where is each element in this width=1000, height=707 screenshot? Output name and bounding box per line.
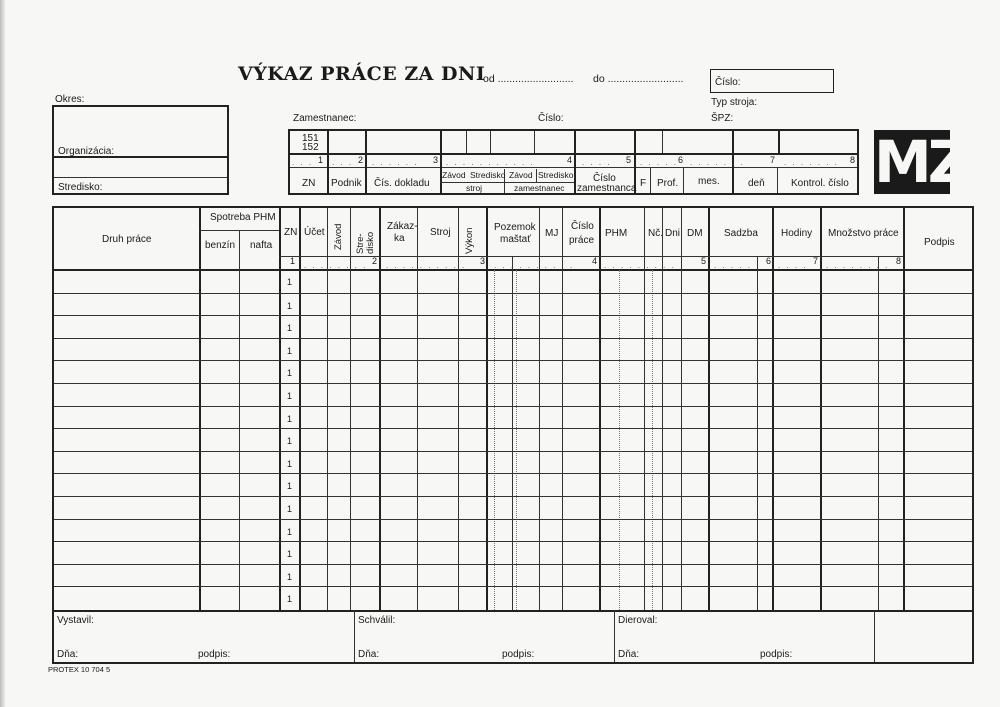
hdr-benzin: benzín <box>205 240 236 251</box>
hdr-mj: MJ <box>545 228 559 239</box>
hdr-druh-prace: Druh práce <box>102 234 152 245</box>
main-col-number: 1 <box>290 256 296 266</box>
print-code: PROTEX 10 704 5 <box>48 665 111 674</box>
form-title: VÝKAZ PRÁCE ZA DNI <box>238 63 486 85</box>
org-box <box>52 105 229 195</box>
top-zamestnanec-label: zamestnanec <box>514 183 565 193</box>
main-work-table: Druh práce Spotreba PHM benzín nafta ZN Účet Závod Stre-disko Zákaz- ka Stroj Výkon Pozemok maštať MJ Číslo práce PHM Nč. Dni DM Sadzba Hodiny Množstvo práce Podpis 1 2 3 4 5 6 7 8 . . . . . . . . . . . . . . . . . . . . . . . . . . . . . . . . . . . . . . . . . . . . . . . . . . . . . . 1 1 1 1 1 1 1 1 1 1 1 1 1 1 1 Vystavil: Schválil: Dieroval: Dňa: podpis: Dňa: podpis: Dňa: podpis: <box>52 206 974 664</box>
top-mes-label: mes. <box>698 176 720 187</box>
schvalil-label: Schválil: <box>358 615 396 626</box>
table-row[interactable] <box>54 473 972 496</box>
table-row[interactable] <box>54 338 972 361</box>
hdr-vykon: Výkon <box>464 227 475 254</box>
hdr-nc: Nč. <box>648 228 663 239</box>
hdr-stroj: Stroj <box>430 227 451 238</box>
hdr-spotreba-phm: Spotreba PHM <box>210 212 276 223</box>
do-field[interactable]: do .......................... <box>593 73 684 85</box>
table-row[interactable] <box>54 496 972 519</box>
row-zn-code: 1 <box>287 391 293 401</box>
table-row[interactable] <box>54 586 972 609</box>
top-col-number: 4 <box>567 155 573 165</box>
top-stroj-label: stroj <box>466 183 483 193</box>
hdr-ucet: Účet <box>304 227 325 238</box>
hdr-nafta: nafta <box>250 240 273 251</box>
top-cis-dokladu-label: Čís. dokladu <box>374 178 430 189</box>
hdr-cislo-prace-2: práce <box>569 235 595 246</box>
top-kontrol-label: Kontrol. číslo <box>791 178 849 189</box>
table-row[interactable] <box>54 564 972 587</box>
top-col-number: 3 <box>433 155 439 165</box>
top-cislo-label: Číslo <box>593 173 616 184</box>
top-f-label: F <box>640 178 647 189</box>
zamestnanec-label: Zamestnanec: <box>293 113 357 124</box>
top-col-number: 5 <box>626 155 632 165</box>
main-col-number: 5 <box>701 256 707 266</box>
table-row[interactable] <box>54 270 972 293</box>
table-row[interactable] <box>54 406 972 429</box>
top-stredisko2-label: Stredisko <box>538 170 574 180</box>
top-podnik-label: Podnik <box>331 178 362 189</box>
hdr-mnozstvo: Množstvo práce <box>828 228 899 239</box>
employee-code-table: 151 152 1 2 3 4 5 6 7 8 . . . . . . . . . . . . . . . . . . . . . . . . . . . . . . . . . . . . . . . . . . . . . . ZN Podnik Čís. dokladu Závod Stredisko Závod Stredisko stroj zamestnanec Číslo zamestnanca F Prof. mes. deň Kontrol. číslo <box>288 129 859 195</box>
table-row[interactable] <box>54 383 972 406</box>
table-row[interactable] <box>54 360 972 383</box>
row-zn-code: 1 <box>287 277 293 287</box>
main-col-number: 7 <box>813 256 819 266</box>
top-col-number: 8 <box>850 155 856 165</box>
hdr-cislo-prace-1: Číslo <box>571 221 594 232</box>
hdr-stredisko: Stre-disko <box>355 231 376 254</box>
top-prof-label: Prof. <box>657 178 679 189</box>
main-col-number: 4 <box>592 256 598 266</box>
main-col-number: 2 <box>372 256 378 266</box>
table-row[interactable] <box>54 519 972 542</box>
row-zn-code: 1 <box>287 458 293 469</box>
podpis-label-1: podpis: <box>198 649 231 660</box>
top-col-number: 6 <box>678 155 684 165</box>
table-row[interactable] <box>54 428 972 451</box>
table-row[interactable] <box>54 293 972 316</box>
dna-label-2: Dňa: <box>358 649 380 660</box>
table-row[interactable] <box>54 315 972 338</box>
hdr-zavod: Závod <box>333 223 344 250</box>
stredisko-label: Stredisko: <box>58 182 103 193</box>
top-col-number: 7 <box>770 155 776 165</box>
row-zn-code: 1 <box>287 413 293 424</box>
hdr-zn: ZN <box>284 227 298 238</box>
typ-stroja-label: Typ stroja: <box>711 97 758 108</box>
row-zn-code: 1 <box>287 594 293 605</box>
dna-label-1: Dňa: <box>57 649 79 660</box>
row-zn-code: 1 <box>287 368 293 379</box>
hdr-pozemok-2: maštať <box>500 234 531 245</box>
row-zn-code: 1 <box>287 571 293 582</box>
vystavil-label: Vystavil: <box>57 615 94 626</box>
hdr-zakazka-2: ka <box>394 233 405 244</box>
hdr-podpis: Podpis <box>924 237 955 248</box>
main-col-number: 6 <box>766 256 772 266</box>
top-den-label: deň <box>748 178 765 189</box>
hdr-dm: DM <box>687 228 703 239</box>
hdr-hodiny: Hodiny <box>781 228 813 239</box>
top-stredisko1-label: Stredisko <box>470 170 506 180</box>
okres-label: Okres: <box>55 94 85 105</box>
code-151: 151 <box>302 133 319 144</box>
mz-badge: MZ <box>874 128 966 196</box>
row-zn-code: 1 <box>287 526 293 537</box>
table-row[interactable] <box>54 451 972 474</box>
hdr-sadzba: Sadzba <box>724 228 758 239</box>
top-col-number: 2 <box>358 155 364 165</box>
top-zn-label: ZN <box>302 178 316 189</box>
row-zn-code: 1 <box>287 436 293 447</box>
row-zn-code: 1 <box>287 300 293 311</box>
organizacia-label: Organizácia: <box>58 146 115 157</box>
spz-label: ŠPZ: <box>711 113 734 124</box>
top-zavod1-label: Závod <box>442 170 466 180</box>
dna-label-3: Dňa: <box>618 649 640 660</box>
top-zamestnanca-label: zamestnanca <box>577 183 637 194</box>
dieroval-label: Dieroval: <box>618 615 658 626</box>
row-zn-code: 1 <box>287 323 293 334</box>
hdr-dni: Dni <box>665 228 681 239</box>
row-zn-code: 1 <box>287 549 293 560</box>
hdr-zakazka-1: Zákaz- <box>387 221 418 232</box>
main-col-number: 3 <box>480 256 486 266</box>
table-row[interactable] <box>54 541 972 564</box>
main-col-number: 8 <box>896 256 902 266</box>
row-zn-code: 1 <box>287 481 293 492</box>
row-zn-code: 1 <box>287 345 293 356</box>
podpis-label-3: podpis: <box>760 649 793 660</box>
row-zn-code: 1 <box>287 504 293 514</box>
hdr-pozemok-1: Pozemok <box>494 222 536 233</box>
top-zavod2-label: Závod <box>509 170 533 180</box>
od-field[interactable]: od .......................... <box>483 73 574 85</box>
page-edge-shadow <box>0 0 6 707</box>
hdr-phm: PHM <box>605 228 628 239</box>
podpis-label-2: podpis: <box>502 649 535 660</box>
cislo-box[interactable] <box>710 69 834 93</box>
cislo2-label: Číslo: <box>538 113 564 124</box>
cislo-label: Číslo: <box>715 77 741 88</box>
code-152: 152 <box>302 142 319 153</box>
top-col-number: 1 <box>318 155 324 165</box>
